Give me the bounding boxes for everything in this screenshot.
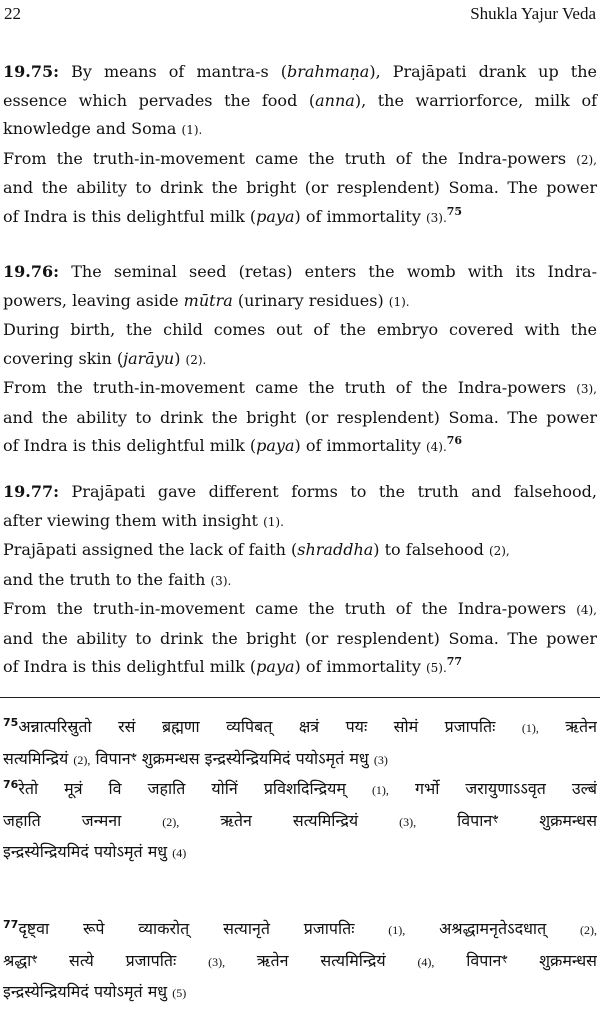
- footnote-number: 77: [3, 918, 19, 931]
- page-number: 22: [4, 4, 21, 23]
- footnote-line: $^{77}$दृष्ट्वा रूपे व्याकरोत् सत्यानृते प्रजापतिः (1), अश्रद्धामनृतेऽदधात् (2),: [3, 918, 597, 938]
- verse-line: From the truth-in-movement came the truth of the Indra-powers (2),: [3, 148, 597, 168]
- verse-line: of Indra is this delightful milk (paya) of immortality (5).$^{77}$: [3, 655, 463, 676]
- verse-number: 19.76:: [3, 262, 60, 281]
- verse-line: 19.76: The seminal seed (retas) enters the womb with its Indra-: [3, 262, 597, 281]
- verse-line: and the ability to drink the bright (or resplendent) Soma. The power: [3, 407, 597, 427]
- verse-line: essence which pervades the food (anna), the warriorforce, milk of: [3, 90, 598, 110]
- verse-line: powers, leaving aside mūtra (urinary residues) (1).: [3, 290, 410, 310]
- footnote-line: इन्द्रस्येन्द्रियमिदं पयोऽमृतं मधु (4): [3, 842, 187, 861]
- verse-line: During birth, the child comes out of the embryo covered with the: [3, 320, 597, 339]
- verse-line: of Indra is this delightful milk (paya) of immortality (4).$^{76}$: [3, 434, 463, 455]
- footnote-75: [3, 712, 597, 775]
- verse-line: From the truth-in-movement came the truth of the Indra-powers (4),: [3, 599, 597, 618]
- verse-19-77: [3, 478, 597, 684]
- verse-19-75: [3, 58, 597, 233]
- footnote-ref[interactable]: 76: [446, 434, 463, 447]
- verse-19-76: [3, 258, 597, 463]
- footnote-line: जहाति जन्मना (2), ऋतेन सत्यमिन्द्रियं (3), विपानꣳ शुक्रमन्धस: [3, 811, 597, 830]
- verse-line: knowledge and Soma (1).: [3, 119, 203, 138]
- footnote-number: 76: [3, 778, 19, 791]
- verse-line: Prajāpati assigned the lack of faith (shraddha) to falsehood (2),: [3, 540, 510, 559]
- footnote-line: $^{76}$रेतो मूत्रं वि जहाति योनिं प्रविशदिन्द्रियम् (1), गर्भो जरायुणाऽऽवृत उल्बं: [3, 778, 597, 798]
- footnote-line: इन्द्रस्येन्द्रियमिदं पयोऽमृतं मधु (5): [3, 982, 187, 1001]
- verse-line: and the ability to drink the bright (or resplendent) Soma. The power: [3, 628, 597, 648]
- verse-line: and the truth to the faith (3).: [3, 569, 232, 589]
- book-title: Shukla Yajur Veda: [470, 4, 596, 23]
- footnote-line: $^{75}$अन्नात्परिस्रुतो रसं ब्रह्मणा व्यपिबत् क्षत्रं पयः सोमं प्रजापतिः (1), ऋतेन: [3, 716, 597, 736]
- footnote-ref[interactable]: 75: [446, 204, 463, 218]
- verse-line: of Indra is this delightful milk (paya) of immortality (3).$^{75}$: [3, 204, 463, 226]
- verse-number: 19.77:: [3, 482, 60, 501]
- verse-line: 19.77: Prajāpati gave different forms to the truth and falsehood,: [3, 482, 597, 501]
- footnote-77: [3, 914, 597, 1008]
- verse-line: after viewing them with insight (1).: [3, 510, 284, 530]
- footnote-line: श्रद्धाꣳ सत्ये प्रजापतिः (3), ऋतेन सत्यमिन्द्रियं (4), विपानꣳ शुक्रमन्धस: [3, 951, 597, 970]
- verse-line: covering skin (jarāyu) (2).: [3, 348, 207, 368]
- footnote-divider: [0, 697, 600, 698]
- footnote-line: सत्यमिन्द्रियं (2), विपानꣳ शुक्रमन्धस इन्द्रस्येन्द्रियमिदं पयोऽमृतं मधु (3): [3, 749, 388, 768]
- footnote-number: 75: [3, 716, 19, 729]
- verse-number: 19.75:: [3, 62, 60, 81]
- running-header: [4, 4, 596, 26]
- verse-line: 19.75: By means of mantra-s (brahmaṇa), Prajāpati drank up the: [3, 62, 597, 81]
- footnote-ref[interactable]: 77: [446, 655, 463, 668]
- verse-line: From the truth-in-movement came the truth of the Indra-powers (3),: [3, 378, 597, 397]
- footnote-76: [3, 774, 597, 868]
- verse-line: and the ability to drink the bright (or resplendent) Soma. The power: [3, 178, 597, 197]
